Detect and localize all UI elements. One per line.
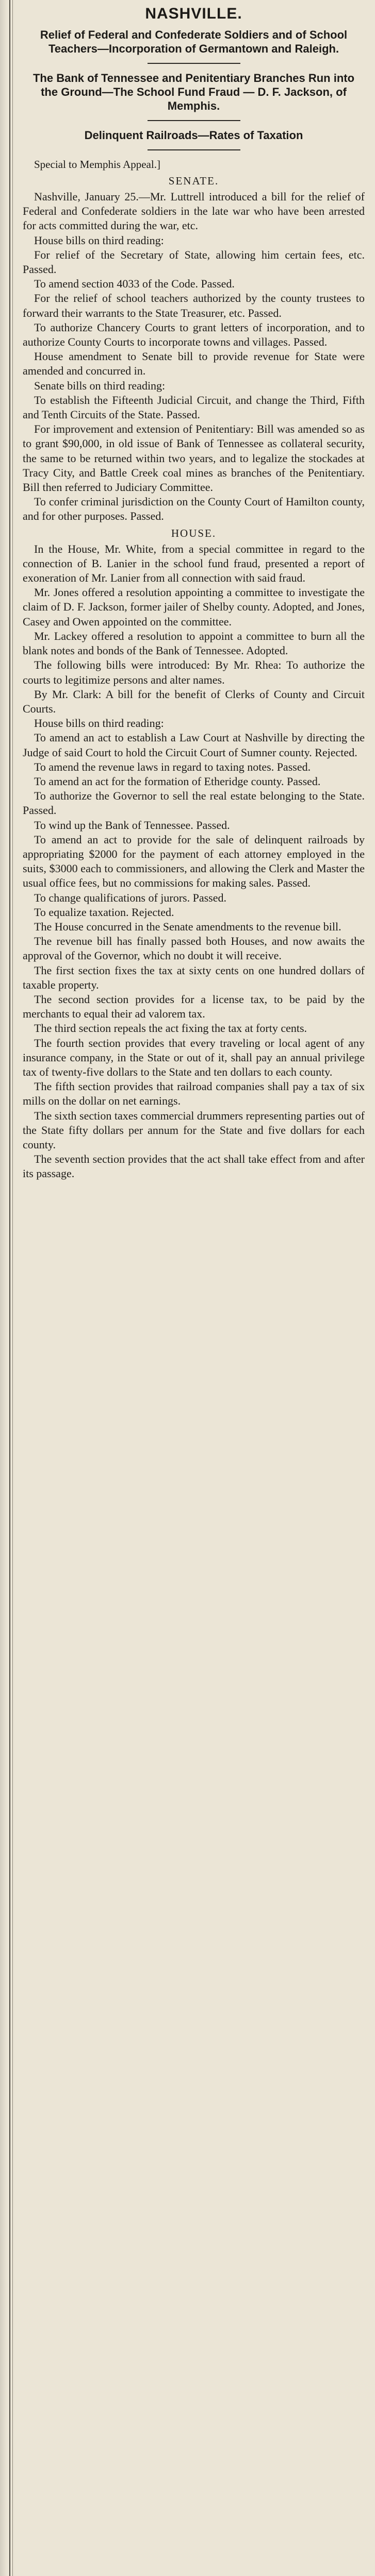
house-heading: HOUSE. bbox=[171, 527, 217, 539]
divider-rule bbox=[148, 63, 240, 64]
headline-deck-3: Delinquent Railroads—Rates of Taxation bbox=[84, 129, 303, 142]
house-paragraph: Mr. Jones offered a resolution appointing a committee to investigate the claim of D. F. Jackson, former jailer of Shelby county. Adopted, and Jones, Casey and Owen appointed on the committee. bbox=[23, 586, 365, 628]
article-title: NASHVILLE. bbox=[145, 5, 242, 22]
house-paragraph: The House concurred in the Senate amendments to the revenue bill. bbox=[34, 920, 341, 933]
house-paragraph: To change qualifications of jurors. Passed. bbox=[34, 891, 226, 904]
senate-proceedings bbox=[23, 190, 365, 524]
divider-rule bbox=[148, 149, 240, 150]
house-paragraph: To wind up the Bank of Tennessee. Passed. bbox=[34, 818, 230, 832]
house-paragraph: House bills on third reading: bbox=[34, 717, 164, 730]
senate-heading: SENATE. bbox=[168, 175, 219, 187]
house-paragraph: The sixth section taxes commercial drummers representing parties out of the State fifty dollars per annum for the State and five dollars for each county. bbox=[23, 1109, 365, 1151]
senate-paragraph: To authorize Chancery Courts to grant letters of incorporation, and to authorize County Courts to incorporate towns and villages. Passed. bbox=[23, 320, 365, 349]
house-paragraph: The third section repeals the act fixing the tax at forty cents. bbox=[34, 1022, 307, 1035]
house-proceedings bbox=[23, 542, 365, 1181]
house-paragraph: By Mr. Clark: A bill for the benefit of Clerks of County and Circuit Courts. bbox=[23, 687, 365, 715]
senate-paragraph: House amendment to Senate bill to provide revenue for State were amended and concurred in. bbox=[23, 350, 365, 378]
house-paragraph: The following bills were introduced: By Mr. Rhea: To authorize the courts to legitimize persons and alter names. bbox=[23, 658, 365, 686]
house-paragraph: In the House, Mr. White, from a special committee in regard to the connection of B. Lanier in the school fund fraud, presented a report of exoneration of Mr. Lanier from all connection with said fraud. bbox=[23, 542, 365, 585]
house-paragraph: To amend the revenue laws in regard to taxing notes. Passed. bbox=[34, 760, 311, 773]
house-paragraph: Mr. Lackey offered a resolution to appoint a committee to burn all the blank notes and bonds of the Bank of Tennessee. Adopted. bbox=[23, 629, 365, 657]
senate-paragraph: To amend section 4033 of the Code. Passed. bbox=[34, 277, 235, 291]
house-paragraph: The second section provides for a license tax, to be paid by the merchants to equal their ad valorem tax. bbox=[23, 992, 365, 1021]
house-paragraph: The seventh section provides that the act shall take effect from and after its passage. bbox=[23, 1153, 365, 1180]
senate-paragraph: To establish the Fifteenth Judicial Circuit, and change the Third, Fifth and Tenth Circuits of the State. Passed. bbox=[23, 393, 365, 421]
house-paragraph: The first section fixes the tax at sixty cents on one hundred dollars of taxable property. bbox=[23, 963, 365, 991]
house-paragraph: To equalize taxation. Rejected. bbox=[34, 905, 174, 919]
column-rule-inner bbox=[12, 0, 13, 2576]
senate-paragraph: Nashville, January 25.—Mr. Luttrell introduced a bill for the relief of Federal and Confederate soldiers in the late war who have been arrested for acts committed during the war, etc. bbox=[23, 190, 365, 232]
house-paragraph: The revenue bill has finally passed both Houses, and now awaits the approval of the Governor, which no doubt it will receive. bbox=[23, 935, 365, 962]
senate-paragraph: For relief of the Secretary of State, allowing him certain fees, etc. Passed. bbox=[23, 248, 365, 276]
headline-deck-2: The Bank of Tennessee and Penitentiary Branches Run into the Ground—The School Fund Fraud — D. F. Jackson, of Memphis. bbox=[32, 72, 355, 112]
house-paragraph: To authorize the Governor to sell the real estate belonging to the State. Passed. bbox=[23, 789, 365, 817]
house-paragraph: To amend an act to provide for the sale of delinquent railroads by appropriating $2000 for the payment of each attorney employed in the suits, $3000 each to commissioners, and allowing the Clerk and Master the usual office fees, but no commissions for making sales. Passed. bbox=[23, 833, 365, 890]
house-paragraph: The fifth section provides that railroad companies shall pay a tax of six mills on the dollar on net earnings. bbox=[23, 1080, 365, 1108]
senate-paragraph: To confer criminal jurisdiction on the County Court of Hamilton county, and for other purposes. Passed. bbox=[23, 495, 365, 523]
dateline-source: Special to Memphis Appeal.] bbox=[34, 158, 160, 171]
senate-paragraph: For improvement and extension of Penitentiary: Bill was amended so as to grant $90,000, in old issue of Bank of Tennessee as collateral security, the same to be returned within two years, and to legalize the stockades at Tracy City, and Battle Creek coal mines as branches of the Penitentiary. Bill then referred to Judiciary Committee. bbox=[23, 422, 365, 494]
senate-paragraph: Senate bills on third reading: bbox=[34, 379, 166, 392]
column-rule bbox=[9, 0, 10, 2576]
house-paragraph: The fourth section provides that every traveling or local agent of any insurance company, in the State or out of it, shall pay an annual privilege tax of twenty-five dollars to the State and ten dollars to each county. bbox=[23, 1036, 365, 1078]
headline-deck-1: Relief of Federal and Confederate Soldiers and of School Teachers—Incorporation of Germantown and Raleigh. bbox=[40, 28, 348, 55]
house-paragraph: To amend an act to establish a Law Court at Nashville by directing the Judge of said Court to hold the Circuit Court of Sumner county. Rejected. bbox=[23, 731, 365, 759]
divider-rule bbox=[148, 120, 240, 121]
house-paragraph: To amend an act for the formation of Etheridge county. Passed. bbox=[34, 774, 321, 788]
senate-paragraph: For the relief of school teachers authorized by the county trustees to forward their warrants to the State Treasurer, etc. Passed. bbox=[23, 292, 365, 319]
senate-paragraph: House bills on third reading: bbox=[34, 233, 164, 247]
